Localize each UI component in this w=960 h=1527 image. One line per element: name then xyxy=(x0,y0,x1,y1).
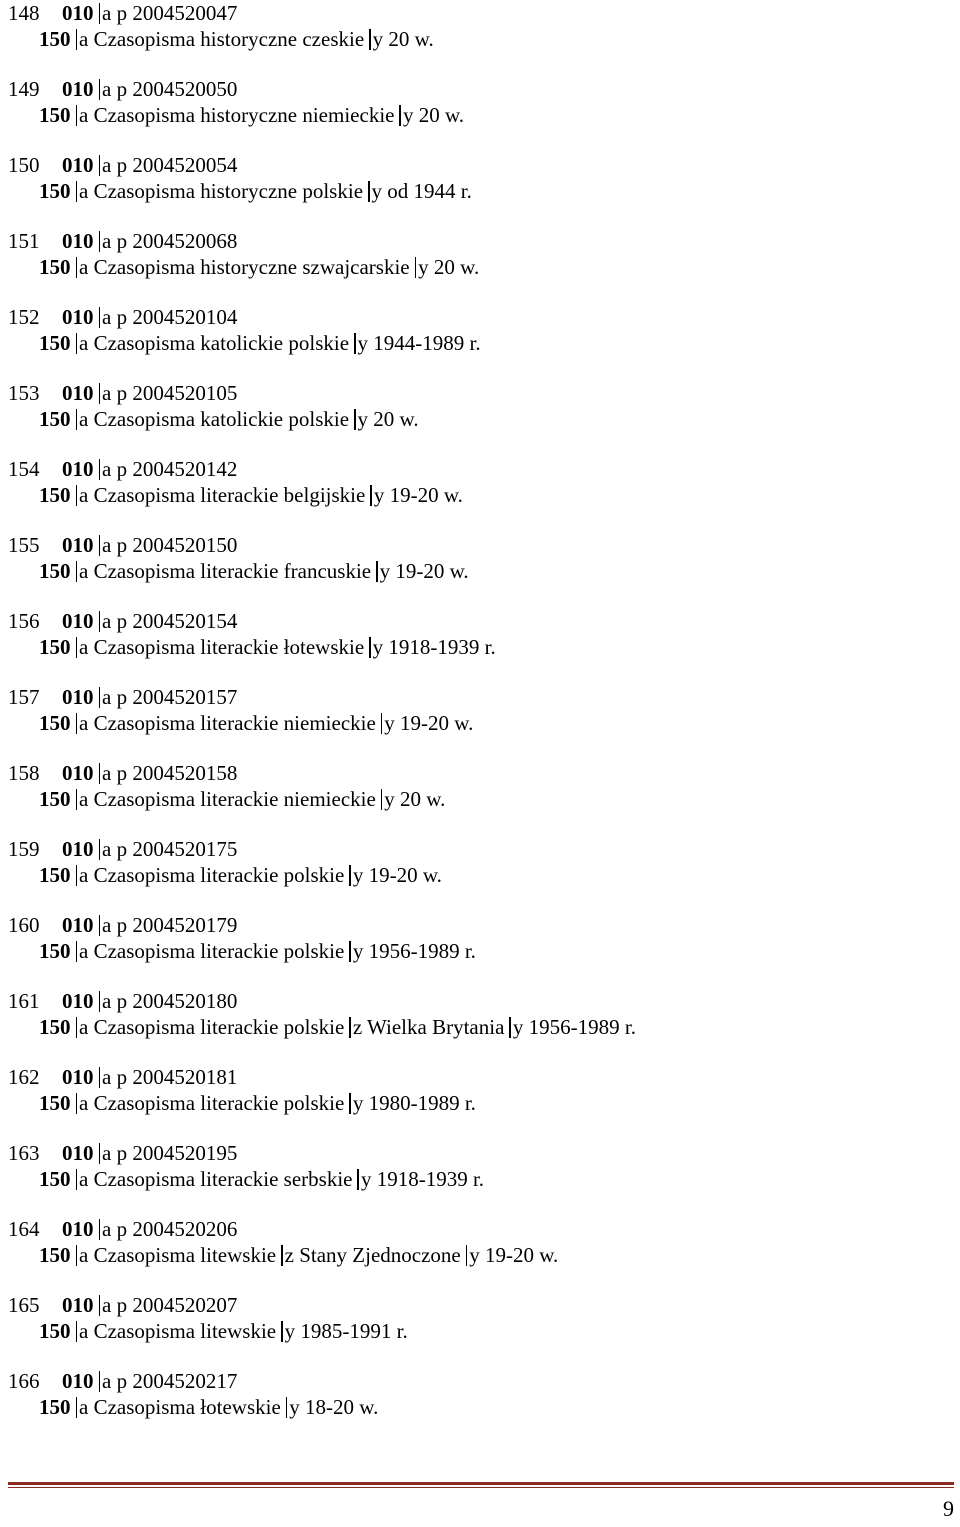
subfield-text: y 1956-1989 r. xyxy=(352,939,476,963)
subfield-text: a Czasopisma litewskie xyxy=(79,1319,277,1343)
record-number: 148 xyxy=(8,1,40,25)
field-tag-010: 010 xyxy=(62,761,94,785)
field-tag-150: 150 xyxy=(39,559,71,583)
record-number: 163 xyxy=(8,1141,40,1165)
record-id-line xyxy=(8,152,948,178)
record-control-number: a p 2004520207 xyxy=(102,1293,238,1317)
subfield-delimiter xyxy=(76,485,78,506)
subfield-delimiter xyxy=(354,409,356,430)
subfield-delimiter xyxy=(76,409,78,430)
subfield-text: a Czasopisma litewskie xyxy=(79,1243,277,1267)
record-control-number: a p 2004520180 xyxy=(102,989,238,1013)
subfield-text: y 19-20 w. xyxy=(384,711,474,735)
page-number: 9 xyxy=(943,1496,954,1521)
record-number: 164 xyxy=(8,1217,40,1241)
subfield-delimiter xyxy=(76,1397,78,1418)
subfield-delimiter xyxy=(99,1371,101,1392)
record-control-number: a p 2004520158 xyxy=(102,761,238,785)
subfield-delimiter xyxy=(509,1017,511,1038)
record-control-number: a p 2004520217 xyxy=(102,1369,238,1393)
record-heading-line xyxy=(8,710,948,736)
field-tag-010: 010 xyxy=(62,153,94,177)
subfield-delimiter xyxy=(281,1321,283,1342)
subfield-delimiter xyxy=(76,181,78,202)
subfield-text: y 1918-1939 r. xyxy=(360,1167,485,1191)
catalog-record xyxy=(8,1140,948,1216)
record-heading-line xyxy=(8,254,948,280)
field-tag-150: 150 xyxy=(39,1243,71,1267)
catalog-record xyxy=(8,1064,948,1140)
record-number: 155 xyxy=(8,533,40,557)
record-heading-line xyxy=(8,1090,948,1116)
record-control-number: a p 2004520047 xyxy=(102,1,238,25)
field-tag-010: 010 xyxy=(62,989,94,1013)
subfield-text: y 19-20 w. xyxy=(379,559,469,583)
field-tag-150: 150 xyxy=(39,483,71,507)
record-heading-line xyxy=(8,178,948,204)
record-id-line xyxy=(8,532,948,558)
subfield-delimiter xyxy=(99,459,101,480)
subfield-delimiter xyxy=(76,1245,78,1266)
record-control-number: a p 2004520195 xyxy=(102,1141,238,1165)
subfield-text: a Czasopisma historyczne niemieckie xyxy=(79,103,395,127)
record-number: 156 xyxy=(8,609,40,633)
record-heading-line xyxy=(8,1166,948,1192)
record-control-number: a p 2004520068 xyxy=(102,229,238,253)
field-tag-150: 150 xyxy=(39,863,71,887)
subfield-text: y 19-20 w. xyxy=(469,1243,559,1267)
record-control-number: a p 2004520150 xyxy=(102,533,238,557)
subfield-delimiter xyxy=(286,1397,288,1418)
record-control-number: a p 2004520206 xyxy=(102,1217,238,1241)
subfield-text: a Czasopisma literackie polskie xyxy=(79,1015,345,1039)
record-id-line xyxy=(8,1292,948,1318)
field-tag-150: 150 xyxy=(39,1015,71,1039)
subfield-text: y 19-20 w. xyxy=(352,863,442,887)
subfield-text: y 20 w. xyxy=(357,407,419,431)
catalog-record xyxy=(8,380,948,456)
catalog-record xyxy=(8,228,948,304)
subfield-delimiter xyxy=(349,865,351,886)
field-tag-150: 150 xyxy=(39,1091,71,1115)
record-control-number: a p 2004520104 xyxy=(102,305,238,329)
catalog-record xyxy=(8,0,948,76)
record-heading-line xyxy=(8,1242,948,1268)
field-tag-150: 150 xyxy=(39,787,71,811)
subfield-delimiter xyxy=(76,941,78,962)
subfield-delimiter xyxy=(99,79,101,100)
catalog-record xyxy=(8,532,948,608)
catalog-record xyxy=(8,1368,948,1444)
record-list xyxy=(8,0,948,1444)
record-control-number: a p 2004520181 xyxy=(102,1065,238,1089)
record-id-line xyxy=(8,1064,948,1090)
record-control-number: a p 2004520154 xyxy=(102,609,238,633)
subfield-text: y 19-20 w. xyxy=(373,483,463,507)
subfield-delimiter xyxy=(349,941,351,962)
record-heading-line xyxy=(8,1394,948,1420)
record-number: 161 xyxy=(8,989,40,1013)
field-tag-150: 150 xyxy=(39,27,71,51)
field-tag-010: 010 xyxy=(62,837,94,861)
subfield-text: y 1944-1989 r. xyxy=(357,331,481,355)
record-number: 152 xyxy=(8,305,40,329)
subfield-text: y 20 w. xyxy=(418,255,480,279)
subfield-delimiter xyxy=(99,611,101,632)
record-heading-line xyxy=(8,938,948,964)
subfield-text: a Czasopisma literackie belgijskie xyxy=(79,483,366,507)
subfield-delimiter xyxy=(349,1017,351,1038)
subfield-delimiter xyxy=(354,333,356,354)
record-id-line xyxy=(8,76,948,102)
subfield-text: y 20 w. xyxy=(384,787,446,811)
record-id-line xyxy=(8,1216,948,1242)
field-tag-150: 150 xyxy=(39,1167,71,1191)
subfield-delimiter xyxy=(76,1169,78,1190)
subfield-text: a Czasopisma łotewskie xyxy=(79,1395,281,1419)
footer-rule-thin xyxy=(8,1487,954,1488)
subfield-delimiter xyxy=(99,155,101,176)
subfield-text: y 20 w. xyxy=(372,27,434,51)
subfield-delimiter xyxy=(369,637,371,658)
subfield-delimiter xyxy=(76,105,78,126)
subfield-text: y 20 w. xyxy=(402,103,465,127)
record-heading-line xyxy=(8,482,948,508)
record-number: 160 xyxy=(8,913,40,937)
subfield-text: y od 1944 r. xyxy=(371,179,472,203)
record-heading-line xyxy=(8,634,948,660)
subfield-text: y 1980-1989 r. xyxy=(352,1091,476,1115)
subfield-delimiter xyxy=(76,789,78,810)
subfield-delimiter xyxy=(368,181,370,202)
record-number: 151 xyxy=(8,229,40,253)
subfield-text: a Czasopisma literackie łotewskie xyxy=(79,635,365,659)
subfield-delimiter xyxy=(99,687,101,708)
record-number: 159 xyxy=(8,837,40,861)
subfield-text: z Stany Zjednoczone xyxy=(284,1243,461,1267)
subfield-delimiter xyxy=(99,1067,101,1088)
subfield-text: y 1956-1989 r. xyxy=(512,1015,636,1039)
catalog-record xyxy=(8,1216,948,1292)
subfield-delimiter xyxy=(349,1093,351,1114)
subfield-delimiter xyxy=(369,29,371,50)
subfield-text: a Czasopisma historyczne polskie xyxy=(79,179,364,203)
subfield-delimiter xyxy=(370,485,372,506)
record-control-number: a p 2004520142 xyxy=(102,457,238,481)
catalog-record xyxy=(8,608,948,684)
subfield-text: a Czasopisma literackie niemieckie xyxy=(79,787,376,811)
subfield-text: a Czasopisma literackie polskie xyxy=(79,1091,345,1115)
field-tag-010: 010 xyxy=(62,381,94,405)
field-tag-010: 010 xyxy=(62,457,94,481)
subfield-delimiter xyxy=(99,763,101,784)
subfield-delimiter xyxy=(99,383,101,404)
record-control-number: a p 2004520157 xyxy=(102,685,238,709)
subfield-delimiter xyxy=(357,1169,359,1190)
subfield-text: a Czasopisma literackie polskie xyxy=(79,939,345,963)
record-id-line xyxy=(8,456,948,482)
record-id-line xyxy=(8,988,948,1014)
subfield-delimiter xyxy=(76,637,78,658)
record-id-line xyxy=(8,836,948,862)
field-tag-010: 010 xyxy=(62,1,94,25)
subfield-delimiter xyxy=(76,1093,78,1114)
record-id-line xyxy=(8,1368,948,1394)
catalog-record xyxy=(8,152,948,228)
field-tag-010: 010 xyxy=(62,77,94,101)
subfield-text: a Czasopisma historyczne szwajcarskie xyxy=(79,255,410,279)
subfield-delimiter xyxy=(99,535,101,556)
subfield-text: z Wielka Brytania xyxy=(352,1015,505,1039)
field-tag-010: 010 xyxy=(62,685,94,709)
subfield-delimiter xyxy=(76,29,78,50)
record-control-number: a p 2004520175 xyxy=(102,837,238,861)
record-heading-line xyxy=(8,1014,948,1040)
field-tag-150: 150 xyxy=(39,407,71,431)
record-control-number: a p 2004520054 xyxy=(102,153,238,177)
subfield-delimiter xyxy=(381,789,383,810)
record-number: 153 xyxy=(8,381,40,405)
subfield-delimiter xyxy=(99,231,101,252)
record-heading-line xyxy=(8,558,948,584)
field-tag-150: 150 xyxy=(39,255,71,279)
subfield-delimiter xyxy=(76,1321,78,1342)
catalog-record xyxy=(8,684,948,760)
record-number: 157 xyxy=(8,685,40,709)
field-tag-150: 150 xyxy=(39,939,71,963)
subfield-delimiter xyxy=(76,257,78,278)
record-heading-line xyxy=(8,330,948,356)
record-id-line xyxy=(8,912,948,938)
subfield-text: a Czasopisma literackie polskie xyxy=(79,863,345,887)
subfield-text: a Czasopisma katolickie polskie xyxy=(79,407,350,431)
subfield-delimiter xyxy=(399,105,401,126)
field-tag-010: 010 xyxy=(62,305,94,329)
subfield-text: a Czasopisma literackie niemieckie xyxy=(79,711,376,735)
field-tag-010: 010 xyxy=(62,609,94,633)
catalog-record xyxy=(8,456,948,532)
catalog-record xyxy=(8,304,948,380)
field-tag-010: 010 xyxy=(62,1293,94,1317)
subfield-delimiter xyxy=(76,865,78,886)
subfield-delimiter xyxy=(76,713,78,734)
field-tag-150: 150 xyxy=(39,103,71,127)
field-tag-010: 010 xyxy=(62,913,94,937)
subfield-delimiter xyxy=(76,1017,78,1038)
subfield-delimiter xyxy=(76,561,78,582)
record-number: 149 xyxy=(8,77,40,101)
field-tag-010: 010 xyxy=(62,1369,94,1393)
subfield-delimiter xyxy=(99,307,101,328)
field-tag-010: 010 xyxy=(62,1141,94,1165)
subfield-delimiter xyxy=(381,713,383,734)
record-id-line xyxy=(8,228,948,254)
record-number: 162 xyxy=(8,1065,40,1089)
field-tag-150: 150 xyxy=(39,711,71,735)
field-tag-010: 010 xyxy=(62,533,94,557)
record-heading-line xyxy=(8,102,948,128)
field-tag-150: 150 xyxy=(39,179,71,203)
record-id-line xyxy=(8,0,948,26)
subfield-text: a Czasopisma literackie francuskie xyxy=(79,559,372,583)
record-control-number: a p 2004520050 xyxy=(102,77,238,101)
field-tag-010: 010 xyxy=(62,229,94,253)
catalog-record xyxy=(8,836,948,912)
field-tag-150: 150 xyxy=(39,331,71,355)
field-tag-150: 150 xyxy=(39,1319,71,1343)
subfield-delimiter xyxy=(99,1143,101,1164)
subfield-delimiter xyxy=(415,257,417,278)
catalog-record xyxy=(8,912,948,988)
subfield-text: y 1918-1939 r. xyxy=(372,635,496,659)
record-control-number: a p 2004520105 xyxy=(102,381,238,405)
subfield-delimiter xyxy=(99,839,101,860)
record-heading-line xyxy=(8,26,948,52)
record-number: 165 xyxy=(8,1293,40,1317)
subfield-text: y 1985-1991 r. xyxy=(284,1319,408,1343)
subfield-delimiter xyxy=(99,1295,101,1316)
record-id-line xyxy=(8,1140,948,1166)
subfield-delimiter xyxy=(466,1245,468,1266)
catalog-record xyxy=(8,76,948,152)
catalog-record xyxy=(8,760,948,836)
subfield-delimiter xyxy=(281,1245,283,1266)
record-id-line xyxy=(8,684,948,710)
record-number: 166 xyxy=(8,1369,40,1393)
subfield-delimiter xyxy=(99,915,101,936)
record-id-line xyxy=(8,608,948,634)
subfield-text: a Czasopisma literackie serbskie xyxy=(79,1167,353,1191)
subfield-delimiter xyxy=(76,333,78,354)
record-control-number: a p 2004520179 xyxy=(102,913,238,937)
record-heading-line xyxy=(8,862,948,888)
subfield-text: y 18-20 w. xyxy=(289,1395,379,1419)
catalog-record xyxy=(8,988,948,1064)
record-number: 154 xyxy=(8,457,40,481)
subfield-delimiter xyxy=(376,561,378,582)
record-number: 150 xyxy=(8,153,40,177)
subfield-delimiter xyxy=(99,991,101,1012)
record-id-line xyxy=(8,760,948,786)
subfield-delimiter xyxy=(99,1219,101,1240)
field-tag-150: 150 xyxy=(39,1395,71,1419)
record-heading-line xyxy=(8,406,948,432)
subfield-delimiter xyxy=(99,3,101,24)
record-id-line xyxy=(8,304,948,330)
record-heading-line xyxy=(8,786,948,812)
field-tag-010: 010 xyxy=(62,1217,94,1241)
record-number: 158 xyxy=(8,761,40,785)
subfield-text: a Czasopisma historyczne czeskie xyxy=(79,27,365,51)
field-tag-150: 150 xyxy=(39,635,71,659)
catalog-record xyxy=(8,1292,948,1368)
record-heading-line xyxy=(8,1318,948,1344)
field-tag-010: 010 xyxy=(62,1065,94,1089)
subfield-text: a Czasopisma katolickie polskie xyxy=(79,331,350,355)
footer-rule-thick xyxy=(8,1482,954,1485)
record-id-line xyxy=(8,380,948,406)
